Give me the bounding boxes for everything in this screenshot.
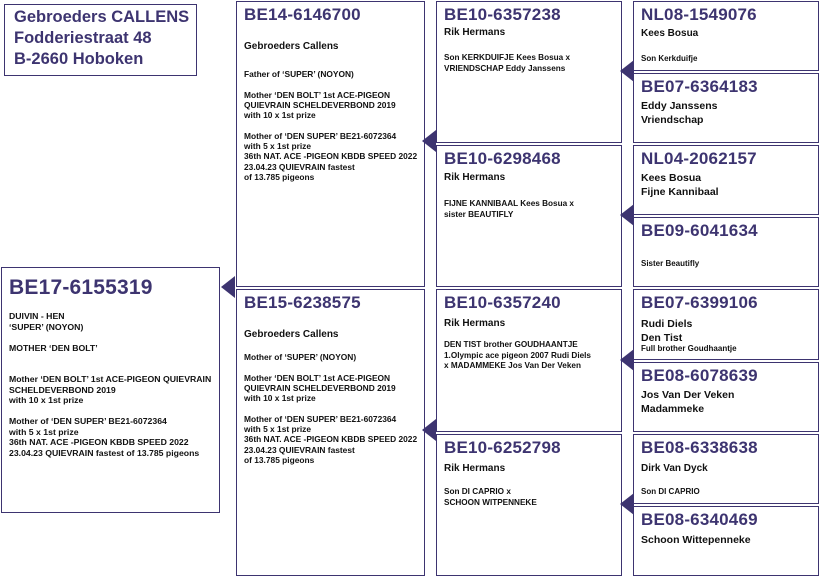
subject-ring-number: BE17-6155319 bbox=[9, 276, 153, 299]
dam-description: Mother of ‘SUPER’ (NOYON) Mother ‘DEN BOLT’ 1st ACE-PIGEON QUIEVRAIN SCHELDEVERBOND 2019 with 10 x 1st prize Mother of ‘DEN SUPER’ BE21-6072364 with 5 x 1st prize 36th NAT. ACE -PIGEON KBDB SPEED 2022 23.04.23 QUIEVRAIN fastest of 13.785 pigeons bbox=[244, 352, 418, 465]
grandparent-1-ring-number: BE10-6357238 bbox=[444, 5, 561, 24]
great-grandparent-5-ring-number: BE07-6399106 bbox=[641, 293, 758, 312]
subject-description: DUIVIN - HEN ‘SUPER’ (NOYON) MOTHER ‘DEN BOLT’ Mother ‘DEN BOLT’ 1st ACE-PIGEON QUIEVRAIN SCHELDEVERBOND 2019 with 10 x 1st prize Mother of ‘DEN SUPER’ BE21-6072364 with 5 x 1st prize 36th NAT. ACE -PIGEON KBDB SPEED 2022 23.04.23 QUIEVRAIN fastest of 13.785 pigeons bbox=[9, 311, 212, 458]
owner-address-box bbox=[4, 4, 197, 76]
grandparent-card-3 bbox=[436, 289, 622, 432]
owner-name: Gebroeders CALLENS bbox=[14, 8, 190, 26]
great-grandparent-6-ring-number: BE08-6078639 bbox=[641, 366, 758, 385]
great-grandparent-7-description: Son DI CAPRIO bbox=[641, 487, 700, 496]
owner-city: B-2660 Hoboken bbox=[14, 50, 144, 68]
great-grandparent-5-description: Full brother Goudhaantje bbox=[641, 344, 737, 353]
grandparent-2-owner: Rik Hermans bbox=[444, 172, 506, 183]
great-grandparent-4-description: Sister Beautifly bbox=[641, 259, 700, 268]
great-grandparent-card-6 bbox=[633, 362, 819, 432]
great-grandparent-card-2 bbox=[633, 73, 819, 143]
arrow-left-icon bbox=[422, 130, 436, 152]
great-grandparent-3-name: Kees Bosua Fijne Kannibaal bbox=[641, 172, 719, 198]
arrow-left-icon bbox=[620, 60, 634, 82]
dam-ring-number: BE15-6238575 bbox=[244, 293, 361, 312]
grandparent-3-owner: Rik Hermans bbox=[444, 318, 506, 329]
great-grandparent-7-ring-number: BE08-6338638 bbox=[641, 438, 758, 457]
sire-description: Father of ‘SUPER’ (NOYON) Mother ‘DEN BOLT’ 1st ACE-PIGEON QUIEVRAIN SCHELDEVERBOND 2019 with 10 x 1st prize Mother of ‘DEN SUPER’ BE21-6072364 with 5 x 1st prize 36th NAT. ACE -PIGEON KBDB SPEED 2022 23.04.23 QUIEVRAIN fastest of 13.785 pigeons bbox=[244, 69, 418, 182]
sire-ring-number: BE14-6146700 bbox=[244, 5, 361, 24]
arrow-left-icon bbox=[620, 349, 634, 371]
grandparent-2-ring-number: BE10-6298468 bbox=[444, 149, 561, 168]
arrow-left-icon bbox=[620, 204, 634, 226]
grandparent-4-owner: Rik Hermans bbox=[444, 463, 506, 474]
sire-card bbox=[236, 1, 425, 287]
grandparent-2-description: FIJNE KANNIBAAL Kees Bosua x sister BEAUTIFLY bbox=[444, 199, 574, 219]
arrow-left-icon bbox=[221, 276, 235, 298]
grandparent-card-2 bbox=[436, 145, 622, 287]
great-grandparent-8-ring-number: BE08-6340469 bbox=[641, 510, 758, 529]
great-grandparent-6-name: Jos Van Der Veken Madammeke bbox=[641, 389, 735, 415]
great-grandparent-1-name: Kees Bosua bbox=[641, 28, 699, 39]
grandparent-1-owner: Rik Hermans bbox=[444, 27, 506, 38]
grandparent-card-1 bbox=[436, 1, 622, 143]
grandparent-4-ring-number: BE10-6252798 bbox=[444, 438, 561, 457]
great-grandparent-2-name: Eddy Janssens Vriendschap bbox=[641, 100, 718, 126]
dam-owner: Gebroeders Callens bbox=[244, 329, 339, 340]
great-grandparent-card-7 bbox=[633, 434, 819, 504]
sire-owner: Gebroeders Callens bbox=[244, 41, 339, 52]
subject-pigeon-card bbox=[1, 267, 220, 513]
great-grandparent-card-8 bbox=[633, 506, 819, 576]
great-grandparent-8-name: Schoon Wittepenneke bbox=[641, 534, 751, 546]
arrow-left-icon bbox=[422, 419, 436, 441]
arrow-left-icon bbox=[620, 493, 634, 515]
great-grandparent-7-name: Dirk Van Dyck bbox=[641, 463, 708, 474]
great-grandparent-3-ring-number: NL04-2062157 bbox=[641, 149, 757, 168]
grandparent-1-description: Son KERKDUIFJE Kees Bosua x VRIENDSCHAP Eddy Janssens bbox=[444, 53, 571, 73]
great-grandparent-card-5 bbox=[633, 289, 819, 360]
great-grandparent-card-4 bbox=[633, 217, 819, 287]
grandparent-3-ring-number: BE10-6357240 bbox=[444, 293, 561, 312]
great-grandparent-2-ring-number: BE07-6364183 bbox=[641, 77, 758, 96]
great-grandparent-5-name: Rudi Diels Den Tist bbox=[641, 318, 693, 344]
great-grandparent-1-ring-number: NL08-1549076 bbox=[641, 5, 757, 24]
owner-street: Fodderiestraat 48 bbox=[14, 29, 152, 47]
great-grandparent-1-description: Son Kerkduifje bbox=[641, 54, 698, 63]
dam-card bbox=[236, 289, 425, 576]
great-grandparent-card-3 bbox=[633, 145, 819, 215]
grandparent-4-description: Son DI CAPRIO x SCHOON WITPENNEKE bbox=[444, 487, 537, 507]
great-grandparent-card-1 bbox=[633, 1, 819, 71]
grandparent-3-description: DEN TIST brother GOUDHAANTJE 1.Olympic ace pigeon 2007 Rudi Diels x MADAMMEKE Jos Van Der Veken bbox=[444, 340, 591, 371]
great-grandparent-4-ring-number: BE09-6041634 bbox=[641, 221, 758, 240]
grandparent-card-4 bbox=[436, 434, 622, 576]
